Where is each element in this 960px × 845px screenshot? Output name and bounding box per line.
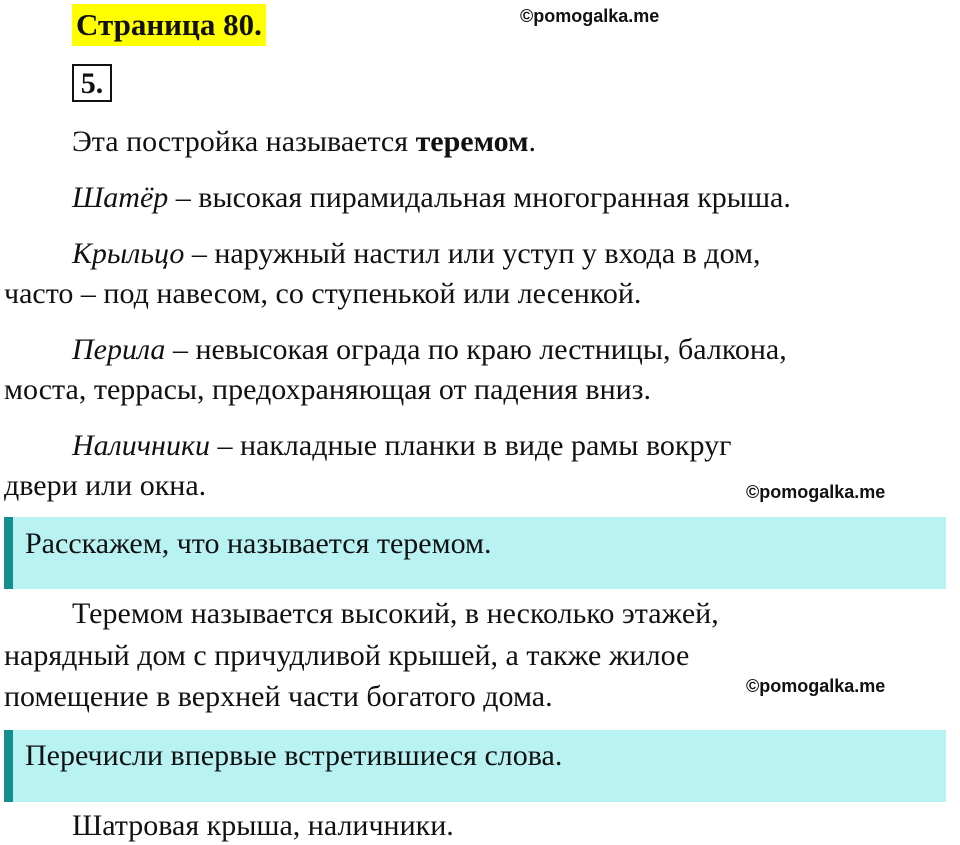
definition: – накладные планки в виде рамы вокруг xyxy=(209,429,732,462)
term: Шатёр xyxy=(72,181,169,214)
page-title: Страница 80. xyxy=(72,4,266,46)
watermark: ©pomogalka.me xyxy=(746,482,886,502)
question-bar-2 xyxy=(4,730,946,802)
answer-1-line-2: нарядный дом с причудливой крышей, а также жилое xyxy=(4,639,690,672)
definition: – невысокая ограда по краю лестницы, балкона, xyxy=(165,333,787,366)
bold-term: теремом xyxy=(415,125,529,158)
question-text: Перечисли впервые встретившиеся слова. xyxy=(25,739,563,772)
definition-nalichniki xyxy=(72,428,731,464)
definition: – высокая пирамидальная многогранная крыша. xyxy=(168,181,791,214)
task-number: 5. xyxy=(72,64,112,102)
definition-perila xyxy=(72,332,787,368)
watermark: ©pomogalka.me xyxy=(520,6,660,26)
question-text: Расскажем, что называется теремом. xyxy=(25,527,492,560)
text: . xyxy=(528,125,537,158)
definition-perila-line2: моста, террасы, предохраняющая от падения вниз. xyxy=(4,373,652,406)
watermark: ©pomogalka.me xyxy=(746,676,886,696)
question-bar-1 xyxy=(4,517,946,589)
definition-nalichniki-line2: двери или окна. xyxy=(4,469,207,502)
term: Крыльцо xyxy=(72,237,185,270)
paragraph-1 xyxy=(72,124,536,160)
definition-krylco xyxy=(72,236,760,272)
definition-krylco-line2: часто – под навесом, со ступенькой или лесенкой. xyxy=(4,277,642,310)
answer-2: Шатровая крыша, наличники. xyxy=(72,809,454,842)
definition-shater xyxy=(72,180,791,216)
term: Перила xyxy=(72,333,166,366)
answer-1-line-3: помещение в верхней части богатого дома. xyxy=(4,680,553,713)
answer-1-line-1: Теремом называется высокий, в несколько этажей, xyxy=(72,597,719,630)
definition: – наружный настил или уступ у входа в дом, xyxy=(184,237,761,270)
term: Наличники xyxy=(72,429,210,462)
text: Эта постройка называется xyxy=(72,125,416,158)
